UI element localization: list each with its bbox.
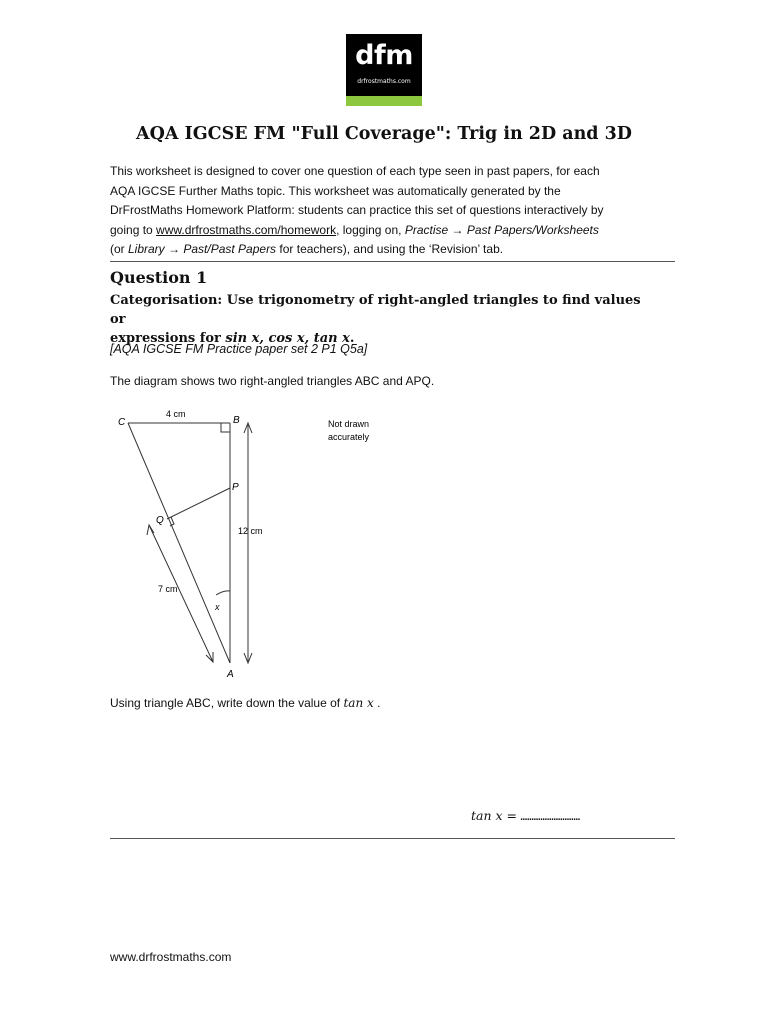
dfm-logo [346,34,422,106]
footer-url: www.drfrostmaths.com [110,950,232,964]
right-angle-q [170,517,174,526]
side-ca [128,423,230,663]
question-statement: The diagram shows two right-angled triangles ABC and APQ. [110,374,435,388]
label-c: C [118,417,126,428]
logo-wordmark: dfm [355,40,413,71]
question-source: [AQA IGCSE FM Practice paper set 2 P1 Q5a] [110,342,368,356]
label-7cm: 7 cm [158,584,178,594]
label-q: Q [156,515,164,526]
note-not-drawn: Not drawn [328,419,370,429]
label-x: x [215,602,220,612]
logo-url: drfrostmaths.com [357,78,411,85]
intro-line-2: AQA IGCSE Further Maths topic. This worksheet was automatically generated by the [110,183,561,198]
label-b: B [233,415,240,426]
answer-label: tan x = [471,808,517,823]
label-4cm: 4 cm [166,409,186,419]
answer-dots: ……………………… [520,810,581,823]
prompt-math: tan x [343,696,374,710]
page-title: AQA IGCSE FM "Full Coverage": Trig in 2D and 3D [136,124,632,144]
intro-line-3: DrFrostMaths Homework Platform: students can practice this set of questions interactively by [110,203,604,217]
note-accurately: accurately [328,432,370,442]
label-12cm: 12 cm [238,526,263,536]
intro-line-1: This worksheet is designed to cover one question of each type seen in past papers, for each [110,164,600,178]
homework-link[interactable]: www.drfrostmaths.com/homework [156,222,337,237]
question-heading: Question 1 [110,268,208,287]
categorisation-math: sin x, cos x, tan x [225,331,350,346]
angle-x-arc [216,591,230,595]
divider-top [110,261,675,262]
answer-line[interactable] [471,808,580,823]
intro-paragraph [110,162,670,260]
question-categorisation: Categorisation: Use trigonometry of right-angled triangles to find values or expressions for sin x, cos x, tan x. [110,293,641,346]
side-qp [167,488,230,519]
intro-line-5: (or Library → Past/Past Papers for teachers), and using the ‘Revision’ tab. [110,242,504,256]
triangle-diagram [100,400,420,685]
intro-line-4: going to www.drfrostmaths.com/homework, logging on, Practise → Past Papers/Worksheets [110,222,599,237]
question-prompt: Using triangle ABC, write down the value of tan x . [110,696,381,710]
logo-accent-bar [346,96,422,106]
label-a: A [227,669,234,680]
right-angle-b [221,423,230,432]
label-p: P [232,482,239,493]
divider-bottom [110,838,675,839]
